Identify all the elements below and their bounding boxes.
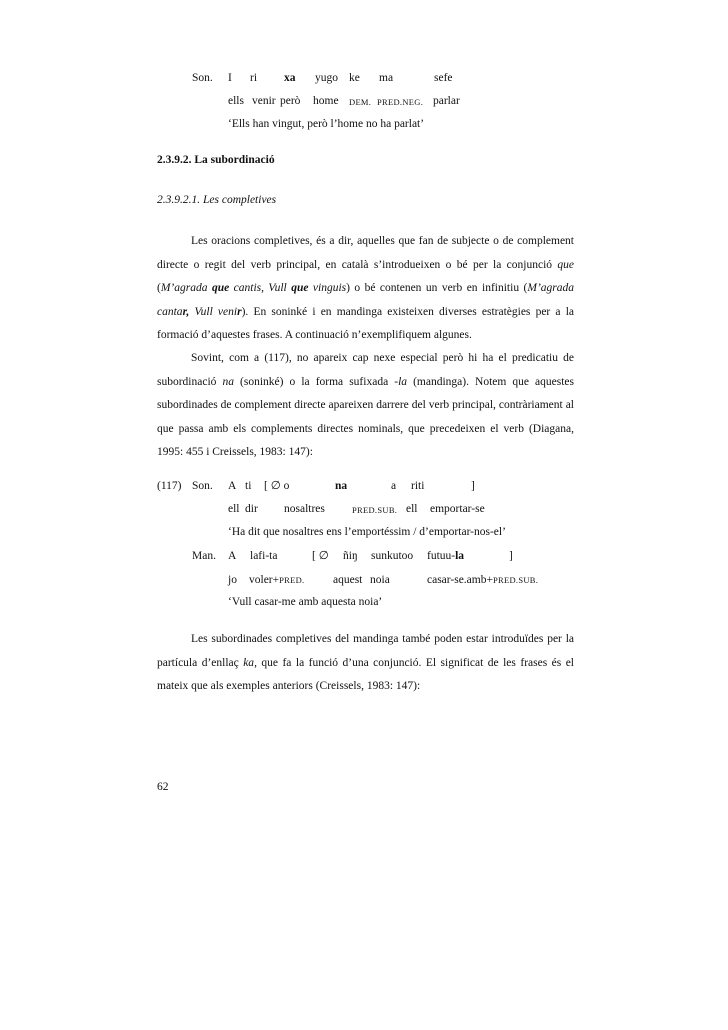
example-label-son: Son.	[192, 72, 213, 84]
example-word: na	[335, 480, 348, 492]
example-gloss: parlar	[433, 95, 460, 107]
page-number: 62	[157, 781, 169, 793]
example-gloss: casar-se.amb+PRED.SUB.	[427, 574, 539, 586]
example-gloss: DEM.	[349, 97, 372, 107]
example-word: [ ∅	[312, 550, 329, 562]
paragraph-2: Sovint, com a (117), no apareix cap nexe especial però hi ha el predicatiu de subordinació na (soninké) o la forma sufixada -la (mandinga). Notem que aquestes subordinades de complement directe apareixen darrere del verb principal, contràriament al que passa amb els complements directes nominals, que precedeixen el verb (Diagana, 1995: 455 i Creissels, 1983: 147):	[157, 352, 574, 458]
example-word: futuu-la	[427, 550, 465, 562]
example-gloss: home	[313, 95, 339, 107]
example-gloss: però	[280, 95, 301, 107]
example-word: sefe	[434, 72, 453, 84]
example-word: ]	[509, 550, 513, 562]
example-translation: ‘Ells han vingut, però l’home no ha parlat’	[228, 118, 425, 130]
example-gloss: jo	[228, 574, 237, 586]
example-word: ]	[471, 480, 475, 492]
example-word: xa	[284, 72, 296, 84]
example-word: ke	[349, 72, 360, 84]
example-word: lafi-ta	[250, 550, 278, 562]
example-gloss: venir	[252, 95, 276, 107]
example-gloss: ells	[228, 95, 244, 107]
example-gloss: nosaltres	[284, 503, 325, 515]
example-label-son: Son.	[192, 480, 213, 492]
example-word: sunkutoo	[371, 550, 414, 562]
example-word: ri	[250, 72, 258, 84]
example-number: (117)	[157, 480, 182, 492]
example-word: [ ∅ o	[264, 480, 290, 492]
example-gloss: PRED.NEG.	[377, 97, 424, 107]
example-gloss: ell	[228, 503, 240, 515]
example-gloss: emportar-se	[430, 503, 485, 515]
example-word: I	[228, 72, 232, 84]
example-label-man: Man.	[192, 550, 216, 562]
example-gloss: PRED.SUB.	[352, 505, 398, 515]
example-word: yugo	[315, 72, 338, 84]
example-word: A	[228, 480, 237, 492]
example-word: ñiŋ	[343, 550, 358, 562]
example-gloss: dir	[245, 503, 258, 515]
example-translation: ‘Ha dit que nosaltres ens l’emportéssim / d’emportar-nos-el’	[228, 526, 506, 538]
example-gloss: voler+PRED.	[249, 574, 305, 586]
example-word: a	[391, 480, 397, 492]
example-gloss: ell	[406, 503, 418, 515]
example-word: riti	[411, 480, 425, 492]
section-heading: 2.3.9.2. La subordinació	[157, 154, 275, 166]
paragraph-3: Les subordinades completives del mandinga també poden estar introduïdes per la partícula d’enllaç ka, que fa la funció d’una conjunció. El significat de les frases és el mateix que als exemples anteriors (Creissels, 1983: 147):	[157, 633, 574, 692]
example-gloss: noia	[370, 574, 390, 586]
example-gloss: aquest	[333, 574, 363, 586]
example-word: ti	[245, 480, 252, 492]
subsection-heading: 2.3.9.2.1. Les completives	[157, 194, 277, 206]
paragraph-1: Les oracions completives, és a dir, aquelles que fan de subjecte o de complement directe o regit del verb principal, en català s’introdueixen o bé per la conjunció que (M’agrada que cantis, Vull que vinguis) o bé contenen un verb en infinitiu (M’agrada cantar, Vull venir). En soninké i en mandinga existeixen diverses estratègies per a la formació d’aquestes frases. A continuació n’exemplifiquem algunes.	[157, 235, 574, 341]
example-word: ma	[379, 72, 394, 84]
example-translation: ‘Vull casar-me amb aquesta noia’	[228, 596, 383, 608]
example-word: A	[228, 550, 237, 562]
